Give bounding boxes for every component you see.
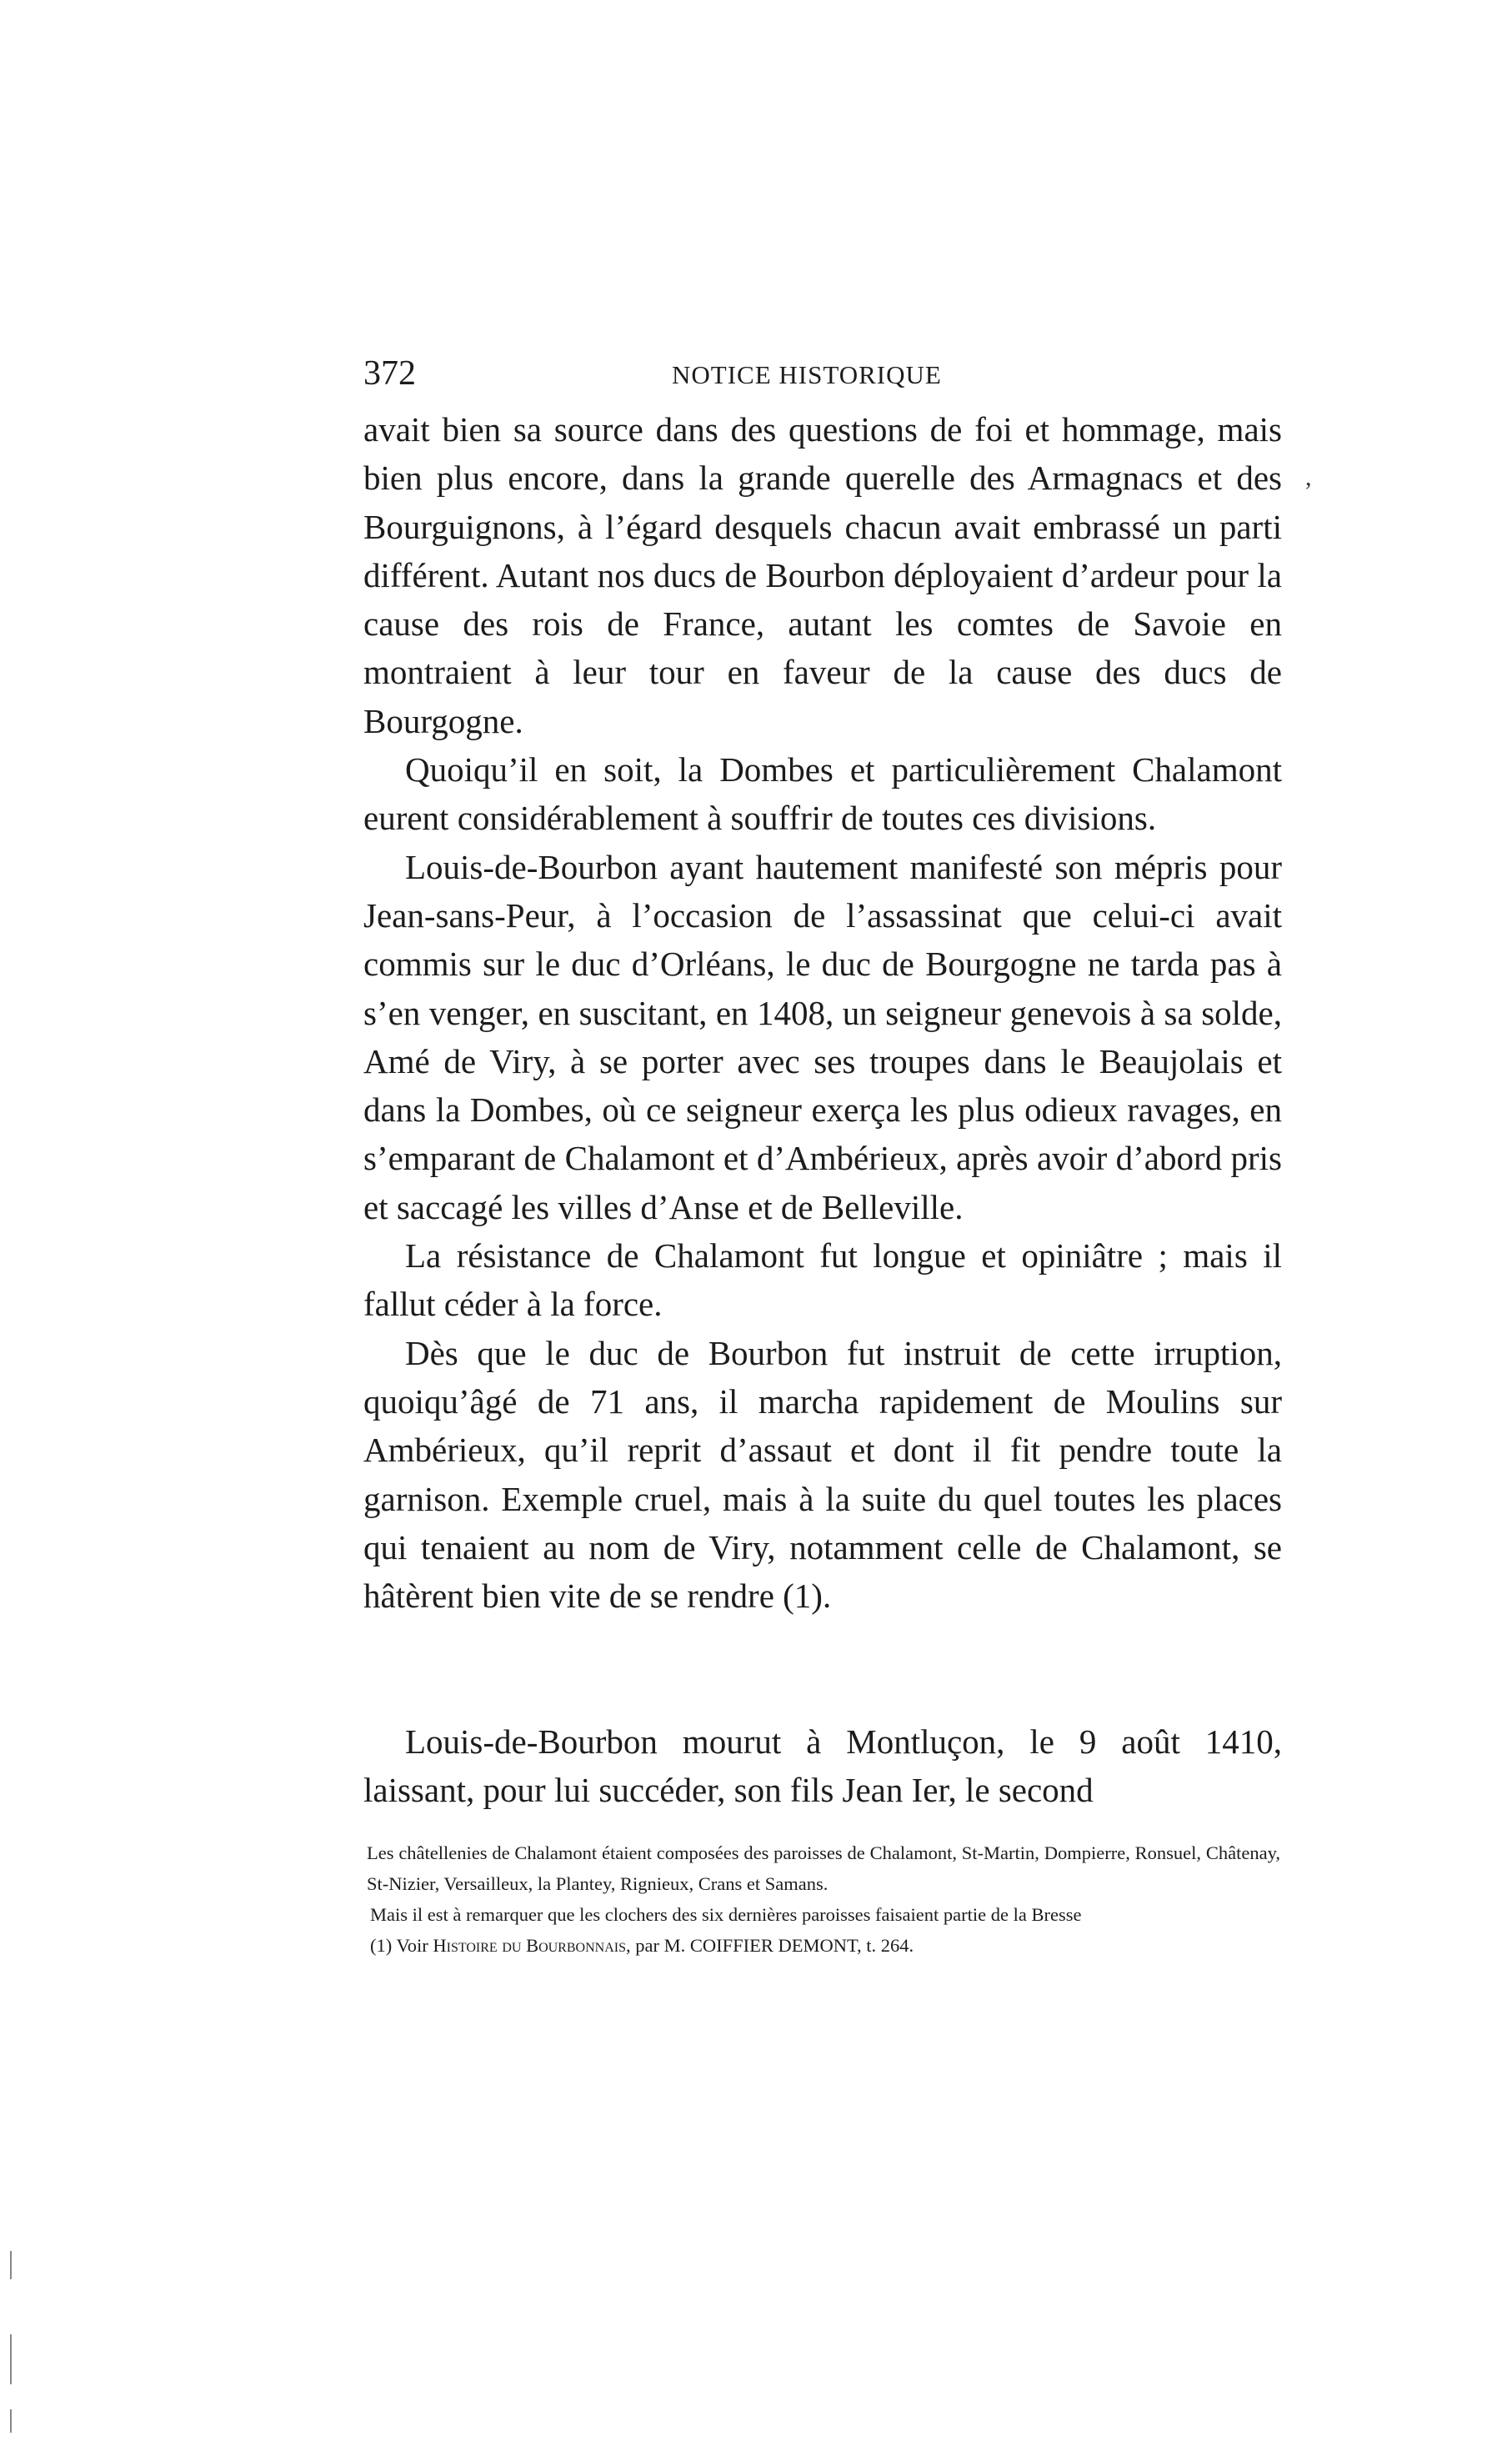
scan-artifact-mark bbox=[10, 2251, 12, 2279]
paragraph-4: La résistance de Chalamont fut longue et opiniâtre ; mais il fallut céder à la force. bbox=[363, 1236, 1282, 1324]
footnote-bresse: Mais il est à remarquer que les clochers des six dernières paroisses faisaient partie de la Bresse bbox=[370, 1904, 1082, 1925]
footnote-chatellenies: Les châtellenies de Chalamont étaient composées des paroisses de Chalamont, St-Martin, Dompierre, Ronsuel, Châtenay, St-Nizier, Versailleux, la Plantey, Rignieux, Crans et Samans. bbox=[367, 1842, 1280, 1894]
running-title: NOTICE HISTORIQUE bbox=[672, 360, 942, 389]
footnote-1-prefix: (1) Voir bbox=[370, 1935, 433, 1956]
footnote-1 bbox=[367, 1930, 1280, 1961]
scan-artifact-mark bbox=[10, 2334, 12, 2384]
footnotes bbox=[367, 1837, 1280, 1961]
scan-artifact-mark bbox=[10, 2409, 12, 2433]
page-number: 372 bbox=[363, 354, 416, 393]
main-text bbox=[363, 405, 1282, 1620]
footnote-1-suffix: , par M. COIFFIER DEMONT, t. 264. bbox=[625, 1935, 914, 1956]
paragraph-6: Louis-de-Bourbon mourut à Montluçon, le 9 août 1410, laissant, pour lui succéder, son fils Jean Ier, le second bbox=[363, 1722, 1282, 1810]
section-start bbox=[363, 1717, 1282, 1815]
footnote-1-work: Histoire du Bourbonnais bbox=[433, 1935, 626, 1956]
paragraph-5: Dès que le duc de Bourbon fut instruit de cette irruption, quoiqu’âgé de 71 ans, il marcha rapidement de Moulins sur Ambérieux, qu’il reprit d’assaut et dont il fit pendre toute la garnison. Exemple cruel, mais à la suite du quel toutes les places qui tenaient au nom de Viry, notamment celle de Chalamont, se hâtèrent bien vite de se rendre (1). bbox=[363, 1333, 1282, 1616]
running-header bbox=[363, 348, 1282, 398]
paragraph-3: Louis-de-Bourbon ayant hautement manifesté son mépris pour Jean-sans-Peur, à l’occasion de l’assassinat que celui-ci avait commis sur le duc d’Orléans, le duc de Bourgogne ne tarda pas à s’en venger, en suscitant, en 1408, un seigneur genevois à sa solde, Amé de Viry, à se porter avec ses troupes dans le Beaujolais et dans la Dombes, où ce seigneur exerça les plus odieux ravages, en s’emparant de Chalamont et d’Ambérieux, après avoir d’abord pris et saccagé les villes d’Anse et de Belleville. bbox=[363, 847, 1282, 1226]
paragraph-2: Quoiqu’il en soit, la Dombes et particulièrement Chalamont eurent considérablement à souffrir de toutes ces divisions. bbox=[363, 750, 1282, 838]
paragraph-1: avait bien sa source dans des questions de foi et hommage, mais bien plus encore, dans la grande querelle des Armagnacs et des Bourguignons, à l’égard desquels chacun avait embrassé un parti différent. Autant nos ducs de Bourbon déployaient d’ardeur pour la cause des rois de France, autant les comtes de Savoie en montraient à leur tour en faveur de la cause des ducs de Bourgogne. bbox=[363, 410, 1282, 740]
margin-mark: , bbox=[1305, 464, 1312, 491]
